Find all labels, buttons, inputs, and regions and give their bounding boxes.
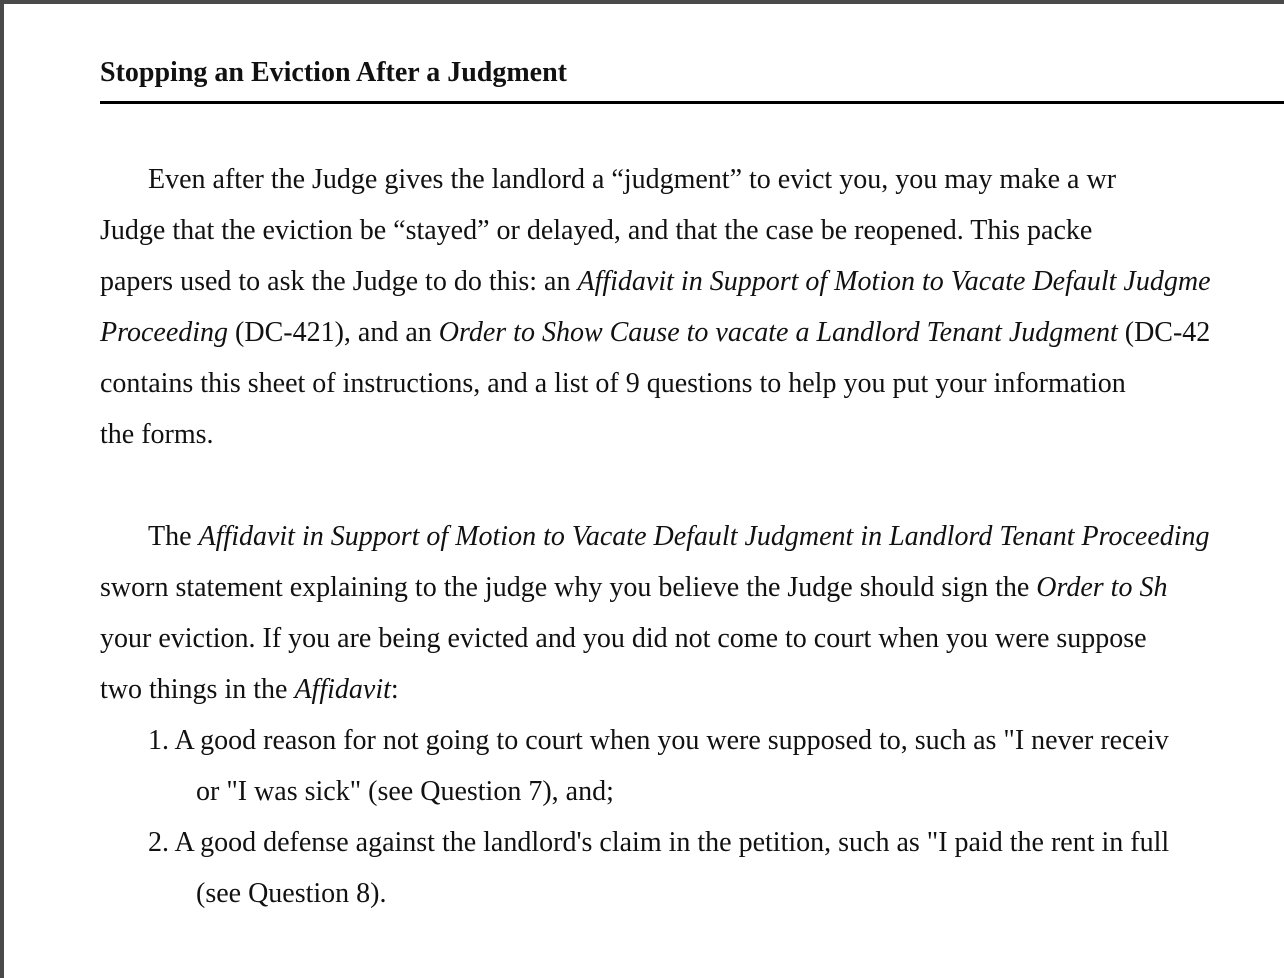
text-run: (DC-421), and an xyxy=(228,317,439,348)
document-page xyxy=(4,4,1284,978)
form-title-italic: Affidavit in Support of Motion to Vacate Default Judgme xyxy=(577,266,1211,297)
form-title-italic: Proceeding xyxy=(100,317,229,348)
list-item-1-line-2: or "I was sick" (see Question 7), and; xyxy=(196,776,614,807)
text-run: sworn statement explaining to the judge why you believe the Judge should sign the xyxy=(100,572,1037,603)
form-title-italic: Affidavit in Support of Motion to Vacate Default Judgment in Landlord Tenant Proceeding xyxy=(198,521,1210,552)
paragraph-2-line-3: your eviction. If you are being evicted and you did not come to court when you were suppose xyxy=(100,623,1147,654)
section-heading: Stopping an Eviction After a Judgment xyxy=(100,57,567,88)
list-item-2-line-1: 2. A good defense against the landlord's claim in the petition, such as "I paid the rent in full xyxy=(148,827,1170,858)
paragraph-1-line-2: Judge that the eviction be “stayed” or delayed, and that the case be reopened. This packe xyxy=(100,215,1093,246)
paragraph-1-line-1: Even after the Judge gives the landlord a “judgment” to evict you, you may make a wr xyxy=(148,164,1117,195)
paragraph-1-line-5: contains this sheet of instructions, and a list of 9 questions to help you put your information xyxy=(100,368,1126,399)
paragraph-2-line-1 xyxy=(148,519,1210,555)
form-title-italic: Affidavit xyxy=(294,674,391,705)
form-title-italic: Order to Show Cause to vacate a Landlord Tenant Judgment xyxy=(438,317,1118,348)
text-run: : xyxy=(390,674,399,705)
text-run: The xyxy=(148,521,199,552)
paragraph-1-line-6: the forms. xyxy=(100,419,214,450)
paragraph-1-line-3 xyxy=(100,264,1211,300)
paragraph-1-line-4 xyxy=(100,315,1210,351)
list-item-2-line-2: (see Question 8). xyxy=(196,878,387,909)
heading-rule xyxy=(100,101,1284,104)
text-run: (DC-42 xyxy=(1117,317,1211,348)
text-run: two things in the xyxy=(100,674,295,705)
paragraph-2-line-4 xyxy=(100,672,399,708)
form-title-italic: Order to Sh xyxy=(1036,572,1168,603)
list-item-1-line-1: 1. A good reason for not going to court when you were supposed to, such as "I never receiv xyxy=(148,725,1169,756)
text-run: papers used to ask the Judge to do this: an xyxy=(100,266,578,297)
paragraph-2-line-2 xyxy=(100,570,1167,606)
